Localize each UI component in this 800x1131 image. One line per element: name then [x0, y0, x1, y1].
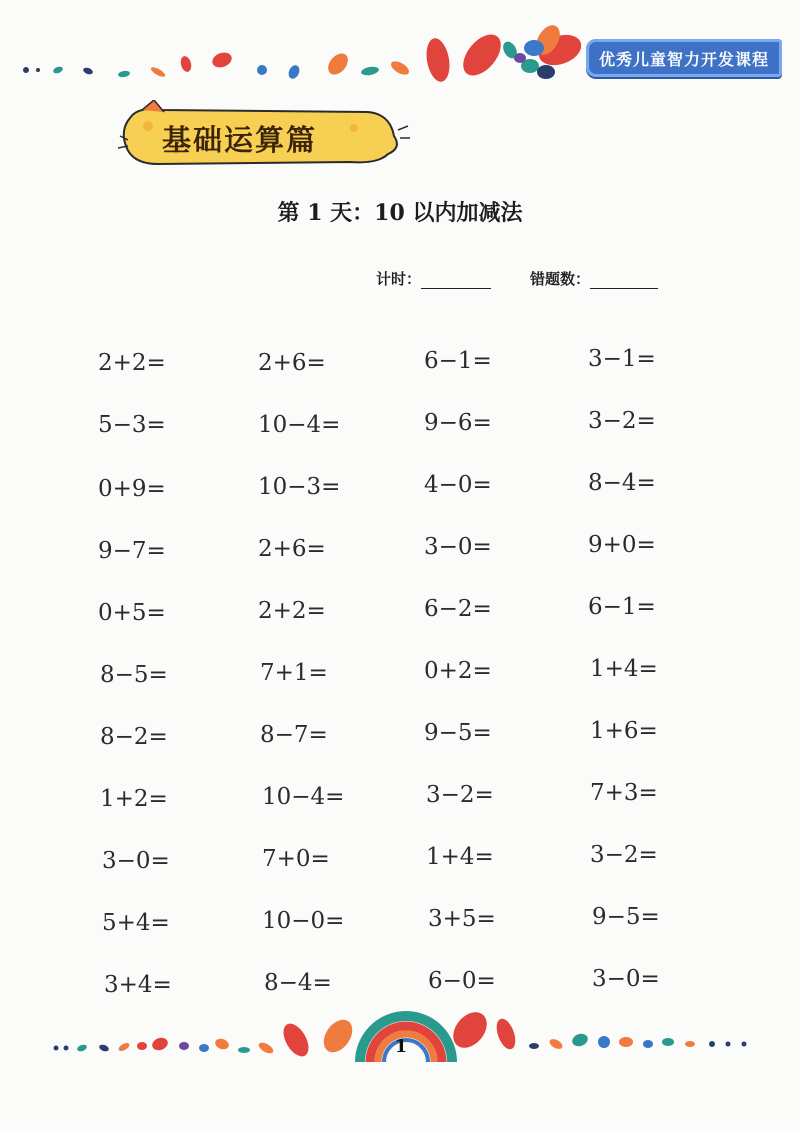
- problem: 3+4=: [104, 972, 172, 998]
- problem: 3−2=: [426, 782, 494, 808]
- problem: 8−2=: [100, 724, 168, 750]
- petal-dot: [64, 1046, 69, 1051]
- problem: 5+4=: [102, 910, 170, 936]
- petal: [493, 1016, 519, 1052]
- petal: [257, 65, 267, 75]
- petal: [548, 1037, 564, 1051]
- petal: [137, 1042, 147, 1050]
- problem: 6−1=: [588, 594, 656, 620]
- error-count-label: 错题数：: [530, 270, 591, 288]
- petal: [643, 1040, 653, 1048]
- problem: 7+3=: [590, 780, 658, 806]
- problem: 4−0=: [424, 472, 492, 498]
- petal: [570, 1032, 589, 1049]
- petal: [210, 50, 234, 70]
- error-count-input[interactable]: [590, 272, 658, 289]
- problem: 3−0=: [102, 848, 170, 874]
- problem: 3−0=: [424, 534, 492, 560]
- petal: [423, 36, 452, 83]
- problem: 6−0=: [428, 968, 496, 994]
- timer-label: 计时：: [376, 270, 422, 288]
- banner-dot: [143, 121, 153, 131]
- petal: [257, 1041, 275, 1056]
- petal: [324, 50, 352, 79]
- problem: 7+0=: [262, 846, 330, 872]
- petal-dot: [23, 67, 29, 73]
- banner-spark: [398, 126, 410, 138]
- petal-dot: [36, 68, 40, 72]
- problem: 2+6=: [258, 536, 326, 562]
- problem: 8−4=: [264, 970, 332, 996]
- petal-dot: [742, 1042, 747, 1047]
- petal: [150, 1036, 169, 1053]
- problem: 0+2=: [424, 658, 492, 684]
- problem: 8−7=: [260, 722, 328, 748]
- petal: [619, 1037, 633, 1047]
- problem: 8−5=: [100, 662, 168, 688]
- petal: [287, 64, 302, 81]
- petal-dot: [726, 1042, 731, 1047]
- problem: 3−0=: [592, 966, 660, 992]
- petal: [117, 1041, 130, 1052]
- problem: 8−4=: [588, 470, 656, 496]
- petal: [118, 70, 131, 78]
- petal: [214, 1037, 231, 1051]
- petal: [76, 1043, 87, 1052]
- problem: 9−7=: [98, 538, 166, 564]
- petal: [199, 1044, 209, 1052]
- petal: [389, 59, 411, 78]
- petal-dot: [54, 1046, 59, 1051]
- problem: 1+6=: [590, 718, 658, 744]
- problem: 10−3=: [258, 474, 341, 500]
- petal: [662, 1038, 674, 1046]
- problem: 6−1=: [424, 348, 492, 374]
- problem: 9−5=: [424, 720, 492, 746]
- problem: 5−3=: [98, 412, 166, 438]
- problem: 1+2=: [100, 786, 168, 812]
- problem: 3−2=: [590, 842, 658, 868]
- problem: 6−2=: [424, 596, 492, 622]
- petal: [360, 65, 379, 76]
- problem: 1+4=: [426, 844, 494, 870]
- problem: 10−0=: [262, 908, 345, 934]
- petal: [238, 1047, 250, 1053]
- problem: 0+5=: [98, 600, 166, 626]
- section-title: 基础运算篇: [162, 123, 318, 157]
- lesson-title: 第 1 天：10 以内加减法: [277, 200, 523, 226]
- problem: 3−1=: [588, 346, 656, 372]
- timer-input[interactable]: [421, 272, 491, 289]
- petal: [278, 1019, 313, 1060]
- banner-ear: [142, 100, 164, 112]
- error-count-field: [530, 268, 658, 289]
- petal: [179, 1042, 189, 1050]
- petal: [179, 55, 193, 73]
- petal: [456, 28, 508, 83]
- flower-fan: [514, 21, 585, 79]
- timer-field: [376, 268, 491, 289]
- petal: [98, 1043, 109, 1052]
- petal: [529, 1043, 539, 1049]
- course-brand-tag: 优秀儿童智力开发课程: [586, 39, 782, 77]
- problem: 2+6=: [258, 350, 326, 376]
- problem: 9−6=: [424, 410, 492, 436]
- problem: 7+1=: [260, 660, 328, 686]
- petal: [318, 1014, 358, 1057]
- problem: 2+2=: [98, 350, 166, 376]
- problem: 9+0=: [588, 532, 656, 558]
- problem: 2+2=: [258, 598, 326, 624]
- petal: [685, 1041, 695, 1047]
- problem: 3−2=: [588, 408, 656, 434]
- problem: 1+4=: [590, 656, 658, 682]
- page-number: 1: [394, 1036, 408, 1057]
- problem: 10−4=: [258, 412, 341, 438]
- petal: [52, 65, 63, 74]
- problem: 9−5=: [592, 904, 660, 930]
- petal-dot: [709, 1041, 715, 1047]
- problem: 0+9=: [98, 476, 166, 502]
- problem: 3+5=: [428, 906, 496, 932]
- petal: [150, 65, 167, 78]
- problem: 10−4=: [262, 784, 345, 810]
- petal: [598, 1036, 610, 1048]
- petal: [82, 66, 93, 75]
